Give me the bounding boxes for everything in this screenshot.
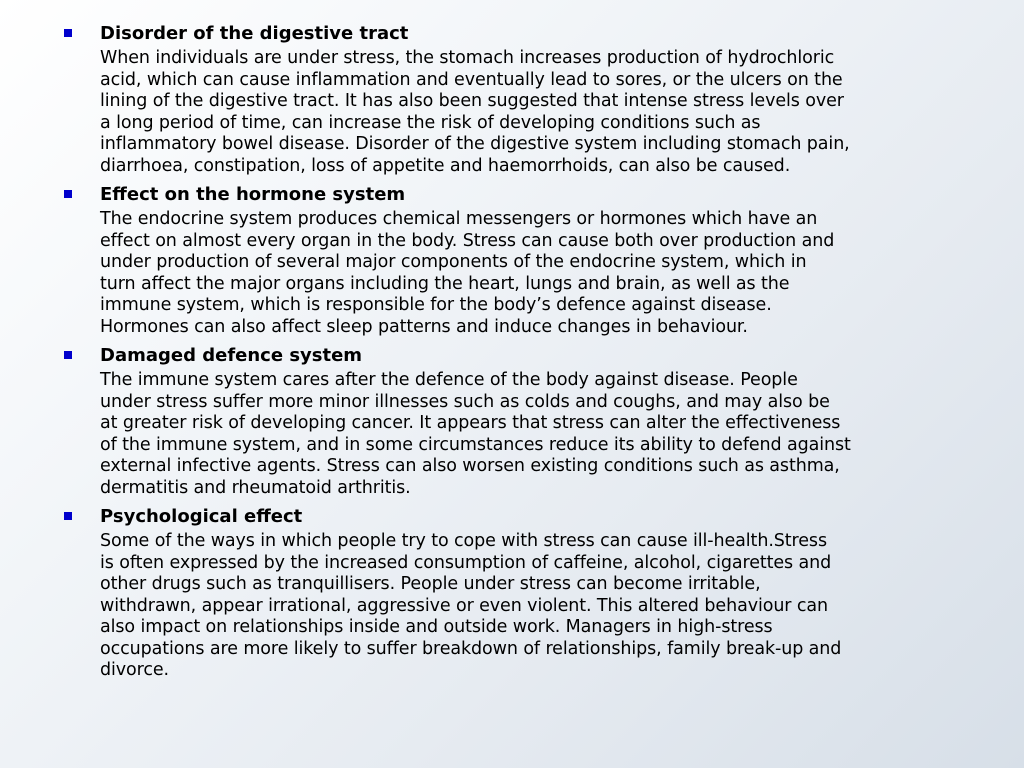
section-defence	[0, 342, 1024, 499]
section-body: The endocrine system produces chemical messengers or hormones which have an effect on almost every organ in the body. Stress can cause both over production and under production of several major components of the endocrine system, which in turn affect the major organs including the heart, lungs and brain, as well as the immune system, which is responsible for the body’s defence against disease. Hormones can also affect sleep patterns and induce changes in behaviour.	[100, 209, 835, 337]
square-bullet-icon	[64, 190, 72, 198]
section-body: The immune system cares after the defence of the body against disease. People under stress suffer more minor illnesses such as colds and coughs, and may also be at greater risk of developing cancer. It appears that stress can alter the effectiveness of the immune system, and in some circumstances reduce its ability to defend against external infective agents. Stress can also worsen existing conditions such as asthma, dermatitis and rheumatoid arthritis.	[100, 370, 851, 498]
section-heading: Effect on the hormone system	[100, 184, 406, 205]
section-hormone	[0, 181, 1024, 338]
square-bullet-icon	[64, 29, 72, 37]
section-body: Some of the ways in which people try to cope with stress can cause ill-health.Stress is often expressed by the increased consumption of caffeine, alcohol, cigarettes and other drugs such as tranquillisers. People under stress can become irritable, withdrawn, appear irrational, aggressive or even violent. This altered behaviour can also impact on relationships inside and outside work. Managers in high-stress occupations are more likely to suffer breakdown of relationships, family break-up and divorce.	[100, 531, 842, 680]
section-heading: Psychological effect	[100, 506, 303, 527]
section-body: When individuals are under stress, the stomach increases production of hydrochloric acid, which can cause inflammation and eventually lead to sores, or the ulcers on the lining of the digestive tract. It has also been suggested that intense stress levels over a long period of time, can increase the risk of developing conditions such as inflammatory bowel disease. Disorder of the digestive system including stomach pain, diarrhoea, constipation, loss of appetite and haemorrhoids, can also be caused.	[100, 48, 850, 176]
section-digestive	[0, 20, 1024, 177]
section-heading: Disorder of the digestive tract	[100, 23, 409, 44]
slide-content	[0, 20, 1024, 768]
section-heading: Damaged defence system	[100, 345, 363, 366]
square-bullet-icon	[64, 351, 72, 359]
section-psychological	[0, 503, 1024, 682]
square-bullet-icon	[64, 512, 72, 520]
